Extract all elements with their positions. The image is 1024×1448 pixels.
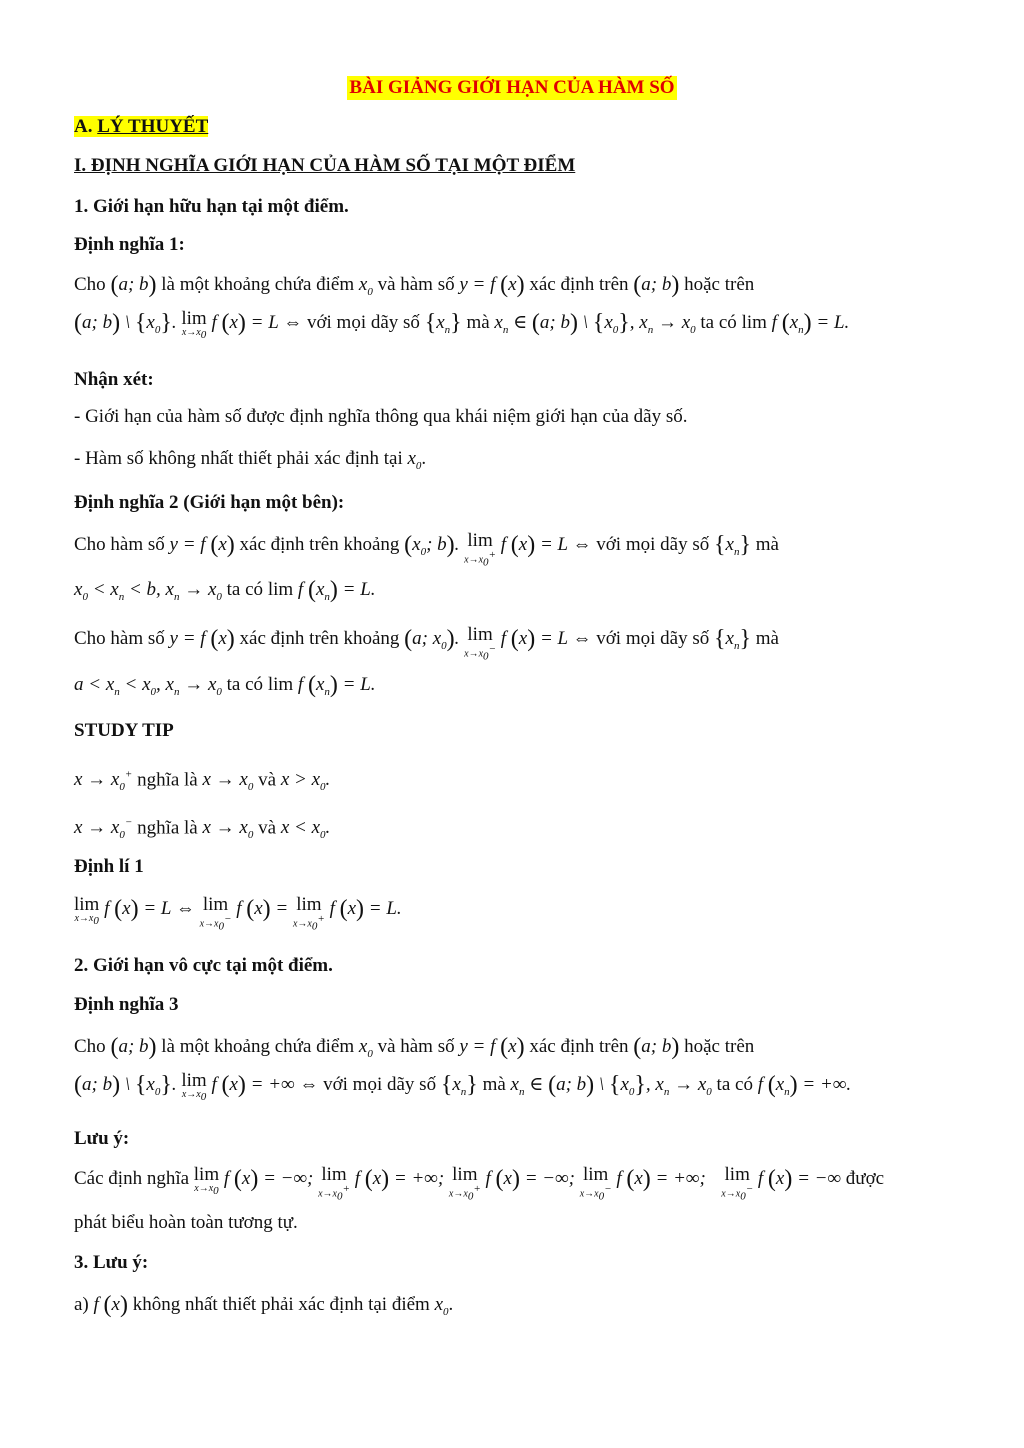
note-line-1: Các định nghĩa lim $x\to x_0$ f (x) = −∞; lim $x\to x_0^+$ f (x) = +∞; lim $x\to x_0^+$ f (x) = −∞; lim $x\to x_0^-$ f (x) = +∞; lim $x\to x_0^-$ f (x) = −∞ được: [74, 1164, 885, 1203]
definition-3-line-2: (a; b) \ $\{x_0\}$. lim $x\to x_0$ f (x) = +∞ ⇔ với mọi dãy số $\{x_n\}$ mà $x_n$ ∈ (a; b) \ $\{x_0\}$, $x_n \to x_0$ ta có f $(x_n)$ = +∞.: [74, 1070, 852, 1103]
definition-2-left-line-1: Cho hàm số y = f (x) xác định trên khoảng (a; $x_0$). lim $x\to x_0^-$ f (x) = L ⇔ với mọi dãy số $\{x_n\}$ mà: [74, 624, 779, 663]
subsection-2-heading: 2. Giới hạn vô cực tại một điểm.: [74, 955, 333, 976]
study-tip-line-2: $x \to x_0^-$ nghĩa là $x \to x_0$ và $x < x_0$.: [74, 817, 331, 842]
remark-heading: Nhận xét:: [74, 369, 154, 390]
definition-3-heading: Định nghĩa 3: [74, 994, 179, 1015]
definition-1-line-1: Cho (a; b) là một khoảng chứa điểm $x_0$ và hàm số y = f (x) xác định trên (a; b) hoặc trên: [74, 272, 755, 298]
definition-2-heading: Định nghĩa 2 (Giới hạn một bên):: [74, 492, 345, 513]
document-title: BÀI GIẢNG GIỚI HẠN CỦA HÀM SỐ: [349, 77, 675, 98]
definition-3-line-1: Cho (a; b) là một khoảng chứa điểm $x_0$ và hàm số y = f (x) xác định trên (a; b) hoặc trên: [74, 1034, 755, 1060]
section-a-heading: A. LÝ THUYẾT: [74, 116, 209, 137]
theorem-1-formula: lim $x\to x_0$ f (x) = L ⇔ lim $x\to x_0^-$ f (x) = lim $x\to x_0^+$ f (x) = L.: [74, 894, 402, 933]
definition-2-left-line-2: $a < x_n < x_0$, $x_n \to x_0$ ta có lim f $(x_n) = L$.: [74, 672, 376, 698]
definition-2-right-line-2: $x_0 < x_n < b$, $x_n \to x_0$ ta có lim f $(x_n) = L$.: [74, 577, 376, 603]
note-3a-line: a) f (x) không nhất thiết phải xác định tại điểm $x_0$.: [74, 1292, 454, 1318]
study-tip-heading: STUDY TIP: [74, 720, 174, 741]
definition-1-heading: Định nghĩa 1:: [74, 234, 185, 255]
note-line-2: phát biểu hoàn toàn tương tự.: [74, 1212, 298, 1233]
definition-1-line-2: (a; b) \ $\{x_0\}$. lim $x\to x_0$ f (x) = L ⇔ với mọi dãy số $\{x_n\}$ mà $x_n$ ∈ (a; b) \ $\{x_0\}$, $x_n \to x_0$ ta có lim f $(x_n) = L$.: [74, 308, 850, 341]
study-tip-line-1: $x \to x_0^+$ nghĩa là $x \to x_0$ và $x > x_0$.: [74, 769, 331, 794]
note-heading: Lưu ý:: [74, 1128, 130, 1149]
remark-line-1: - Giới hạn của hàm số được định nghĩa thông qua khái niệm giới hạn của dãy số.: [74, 406, 688, 427]
definition-2-right-line-1: Cho hàm số y = f (x) xác định trên khoảng ($x_0$; b). lim $x\to x_0^+$ f (x) = L ⇔ với mọi dãy số $\{x_n\}$ mà: [74, 530, 779, 569]
subsection-1-heading: 1. Giới hạn hữu hạn tại một điểm.: [74, 196, 349, 217]
theorem-1-heading: Định lí 1: [74, 856, 144, 877]
section-1-heading: I. ĐỊNH NGHĨA GIỚI HẠN CỦA HÀM SỐ TẠI MỘT ĐIỂM: [74, 155, 576, 176]
remark-line-2: - Hàm số không nhất thiết phải xác định tại $x_0$.: [74, 448, 427, 472]
subsection-3-heading: 3. Lưu ý:: [74, 1252, 149, 1273]
